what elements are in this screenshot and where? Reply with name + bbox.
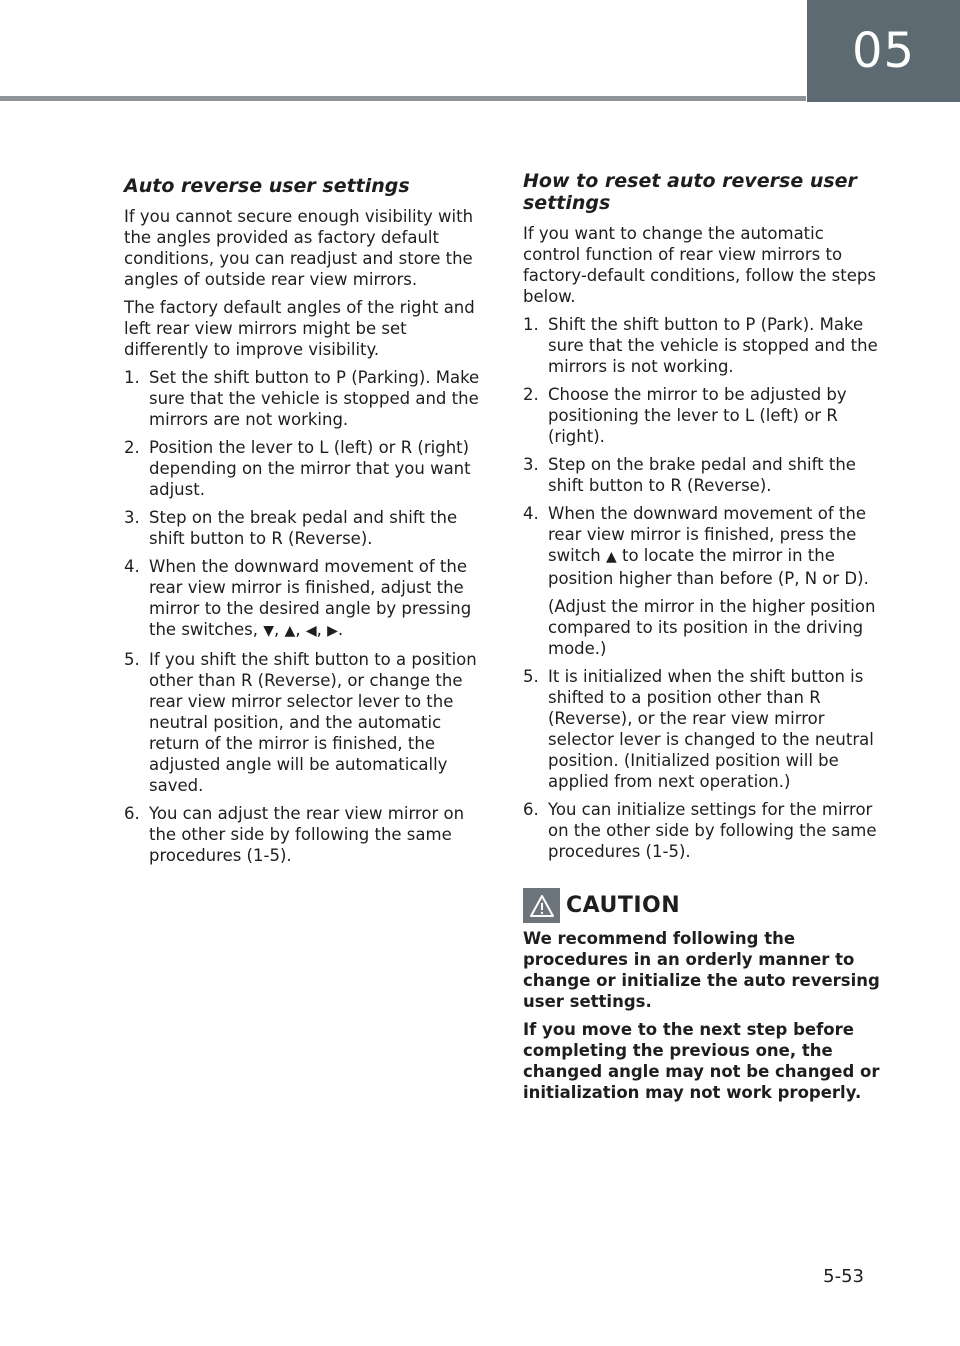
step-note: (Adjust the mirror in the higher position compared to its position in the driving mode.) bbox=[548, 597, 876, 658]
step-text: When the downward movement of the rear view mirror is finished, adjust the mirror to the desired angle by pressing the switches, bbox=[149, 557, 472, 639]
section-heading: Auto reverse user settings bbox=[124, 175, 410, 197]
step-item bbox=[523, 503, 885, 659]
up-arrow-icon: ▲ bbox=[605, 549, 617, 565]
step-item: 4. When the downward movement of the rear view mirror is finished, adjust the mirror to the desired angle by pressing the switches, ▼, ▲, ◀, ▶. bbox=[124, 557, 472, 639]
step-text: Step on the brake pedal and shift the shift button to R (Reverse). bbox=[548, 455, 856, 495]
step-text: to locate the mirror in the position higher than before (P, N or D). bbox=[548, 546, 869, 588]
caution-text: If you move to the next step before completing the previous one, the changed angle may not be changed or initialization may not work properly. bbox=[523, 1020, 880, 1102]
right-arrow-icon: ▶ bbox=[327, 623, 338, 639]
steps-list bbox=[523, 314, 885, 862]
step-text: Choose the mirror to be adjusted by positioning the lever to L (left) or R (right). bbox=[548, 385, 847, 446]
step-item bbox=[124, 437, 486, 500]
caution-header bbox=[523, 888, 885, 923]
step-text: Set the shift button to P (Parking). Make sure that the vehicle is stopped and the mirrors are not working. bbox=[149, 368, 480, 429]
step-number: 6. bbox=[523, 800, 539, 819]
step-text: Position the lever to L (left) or R (right) depending on the mirror that you want adjust. bbox=[149, 438, 471, 499]
header-rule bbox=[0, 96, 806, 101]
step-item bbox=[523, 384, 885, 447]
step-item bbox=[124, 649, 486, 796]
page-number: 5-53 bbox=[823, 1266, 864, 1287]
step-item bbox=[523, 314, 885, 377]
step-number: 2. bbox=[124, 438, 140, 457]
chapter-tab: 05 bbox=[807, 0, 960, 102]
step-number: 5. bbox=[523, 667, 539, 686]
step-number: 4. bbox=[124, 557, 140, 576]
step-text: You can adjust the rear view mirror on the other side by following the same procedures (1-5). bbox=[149, 804, 465, 865]
caution-title: CAUTION bbox=[566, 893, 681, 918]
step-item bbox=[523, 666, 885, 792]
step-text: It is initialized when the shift button is shifted to a position other than R (Reverse), or the rear view mirror selector lever is changed to the neutral position. (Initialized position will be applied from next operation.) bbox=[548, 667, 874, 791]
step-number: 5. bbox=[124, 650, 140, 669]
step-text: If you shift the shift button to a position other than R (Reverse), or change the rear view mirror selector lever to the neutral position, and the automatic return of the mirror is finished, the adjusted angle will be automatically saved. bbox=[149, 650, 477, 795]
step-number: 1. bbox=[523, 315, 539, 334]
step-item bbox=[124, 367, 486, 430]
step-item bbox=[523, 454, 885, 496]
caution-text: We recommend following the procedures in an orderly manner to change or initialize the auto reversing user settings. bbox=[523, 929, 880, 1011]
paragraph: If you want to change the automatic control function of rear view mirrors to factory-default conditions, follow the steps below. bbox=[523, 224, 876, 306]
paragraph: If you cannot secure enough visibility with the angles provided as factory default conditions, you can readjust and store the angles of outside rear view mirrors. bbox=[124, 207, 474, 289]
steps-list bbox=[124, 367, 486, 866]
right-column bbox=[523, 170, 885, 1110]
step-number: 1. bbox=[124, 368, 140, 387]
step-item bbox=[523, 799, 885, 862]
step-number: 4. bbox=[523, 504, 539, 523]
left-arrow-icon: ◀ bbox=[305, 623, 317, 639]
step-number: 3. bbox=[124, 508, 140, 527]
left-column bbox=[124, 170, 486, 873]
step-text: You can initialize settings for the mirror on the other side by following the same procedures (1-5). bbox=[548, 800, 877, 861]
section-heading: How to reset auto reverse user settings bbox=[523, 170, 857, 214]
paragraph: The factory default angles of the right and left rear view mirrors might be set differently to improve visibility. bbox=[124, 298, 475, 359]
step-number: 3. bbox=[523, 455, 539, 474]
step-item bbox=[124, 507, 486, 549]
step-number: 2. bbox=[523, 385, 539, 404]
step-number: 6. bbox=[124, 804, 140, 823]
step-item bbox=[124, 803, 486, 866]
step-text: Step on the break pedal and shift the shift button to R (Reverse). bbox=[149, 508, 458, 548]
up-arrow-icon: ▲ bbox=[284, 623, 296, 639]
warning-triangle-icon bbox=[523, 888, 560, 923]
step-text: When the downward movement of the rear view mirror is finished, press the switch bbox=[548, 504, 866, 565]
step-text: Shift the shift button to P (Park). Make sure that the vehicle is stopped and the mirrors is not working. bbox=[548, 315, 878, 376]
down-arrow-icon: ▼ bbox=[263, 623, 275, 639]
